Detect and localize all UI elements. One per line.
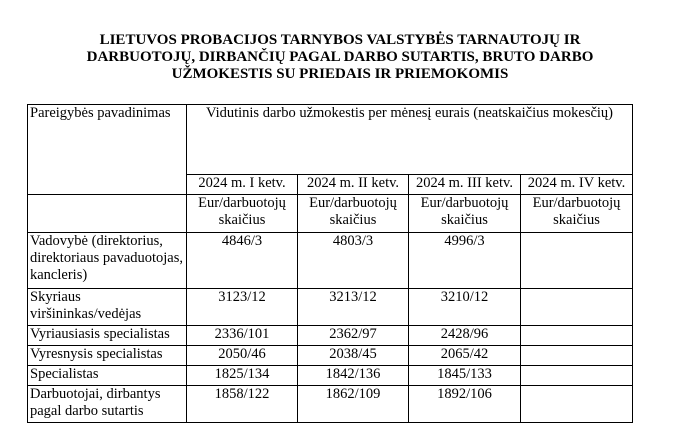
table-row bbox=[28, 346, 633, 366]
salary-cell: 1858/122 bbox=[187, 386, 298, 423]
salary-cell bbox=[521, 366, 633, 386]
unit-label: Eur/darbuotojų skaičius bbox=[298, 195, 409, 233]
unit-label: Eur/darbuotojų skaičius bbox=[409, 195, 521, 233]
quarter-header-2: 2024 m. II ketv. bbox=[298, 175, 409, 195]
salary-cell: 1825/134 bbox=[187, 366, 298, 386]
salary-cell: 3210/12 bbox=[409, 289, 521, 326]
quarter-header-4: 2024 m. IV ketv. bbox=[521, 175, 633, 195]
salary-cell: 3123/12 bbox=[187, 289, 298, 326]
salary-cell: 1842/136 bbox=[298, 366, 409, 386]
salary-cell: 1845/133 bbox=[409, 366, 521, 386]
position-name: Darbuotojai, dirbantys pagal darbo sutartis bbox=[28, 386, 187, 423]
table-row bbox=[28, 233, 633, 289]
salary-cell: 2050/46 bbox=[187, 346, 298, 366]
salary-cell: 1892/106 bbox=[409, 386, 521, 423]
salary-cell: 4846/3 bbox=[187, 233, 298, 289]
salary-cell: 2336/101 bbox=[187, 326, 298, 346]
salary-cell: 3213/12 bbox=[298, 289, 409, 326]
salary-cell: 2428/96 bbox=[409, 326, 521, 346]
table-row bbox=[28, 326, 633, 346]
salary-cell: 2038/45 bbox=[298, 346, 409, 366]
position-name: Skyriaus viršininkas/vedėjas bbox=[28, 289, 187, 326]
salary-cell bbox=[521, 326, 633, 346]
position-name: Vadovybė (direktorius, direktoriaus pavaduotojas, kancleris) bbox=[28, 233, 187, 289]
quarter-header-3: 2024 m. III ketv. bbox=[409, 175, 521, 195]
salary-header: Vidutinis darbo užmokestis per mėnesį eurais (neatskaičius mokesčių) bbox=[187, 105, 633, 175]
salary-cell bbox=[521, 346, 633, 366]
salary-cell bbox=[521, 386, 633, 423]
position-header: Pareigybės pavadinimas bbox=[28, 105, 187, 195]
salary-cell: 1862/109 bbox=[298, 386, 409, 423]
salary-cell: 4996/3 bbox=[409, 233, 521, 289]
salary-table bbox=[27, 104, 633, 423]
salary-cell: 2065/42 bbox=[409, 346, 521, 366]
position-name: Vyriausiasis specialistas bbox=[28, 326, 187, 346]
quarter-header-1: 2024 m. I ketv. bbox=[187, 175, 298, 195]
salary-cell: 2362/97 bbox=[298, 326, 409, 346]
title-line-2: DARBUOTOJŲ, DIRBANČIŲ PAGAL DARBO SUTARTIS, BRUTO DARBO bbox=[86, 49, 594, 65]
unit-row bbox=[28, 195, 633, 233]
unit-row-blank bbox=[28, 195, 187, 233]
unit-label: Eur/darbuotojų skaičius bbox=[187, 195, 298, 233]
table-row bbox=[28, 289, 633, 326]
table-row bbox=[28, 386, 633, 423]
title-line-1: LIETUVOS PROBACIJOS TARNYBOS VALSTYBĖS TARNAUTOJŲ IR bbox=[99, 32, 581, 48]
table-header-row bbox=[28, 105, 633, 175]
position-name: Vyresnysis specialistas bbox=[28, 346, 187, 366]
title-line-3: UŽMOKESTIS SU PRIEDAIS IR PRIEMOKOMIS bbox=[171, 66, 509, 82]
table-row bbox=[28, 366, 633, 386]
position-name: Specialistas bbox=[28, 366, 187, 386]
salary-cell bbox=[521, 289, 633, 326]
salary-cell: 4803/3 bbox=[298, 233, 409, 289]
unit-label: Eur/darbuotojų skaičius bbox=[521, 195, 633, 233]
salary-cell bbox=[521, 233, 633, 289]
document-title bbox=[40, 32, 640, 83]
